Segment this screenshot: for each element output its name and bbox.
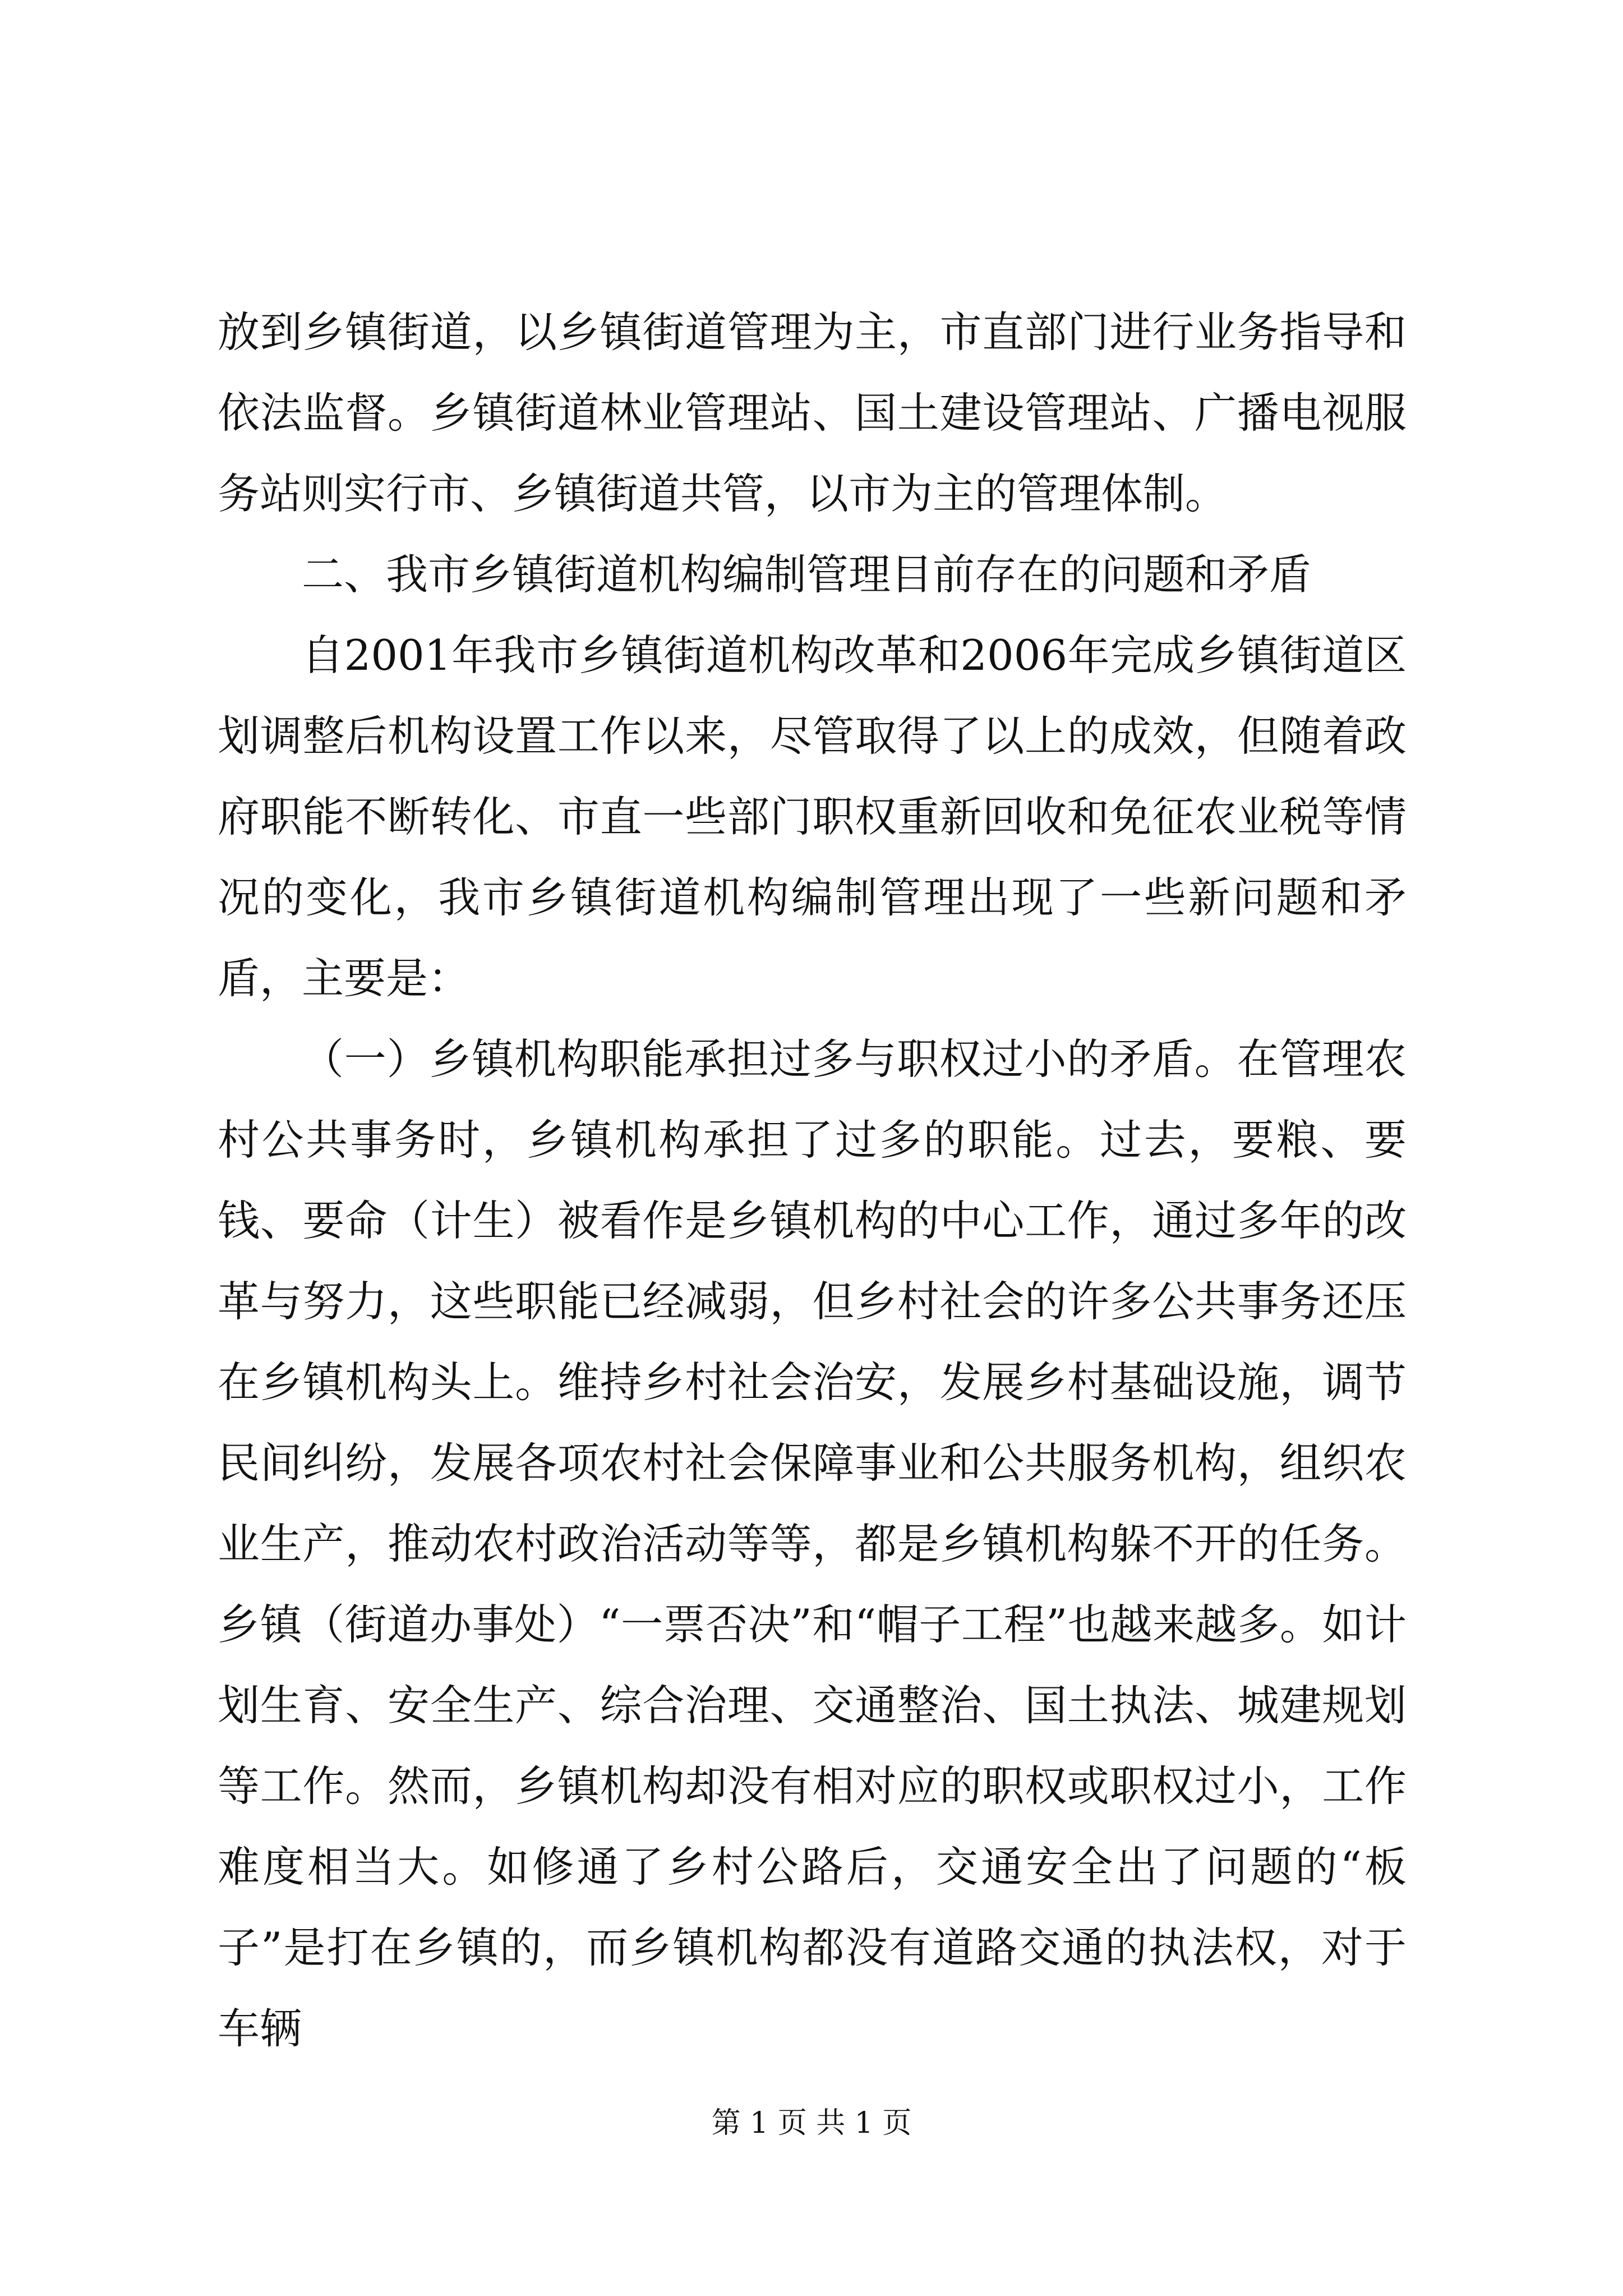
paragraph-intro: 自2001年我市乡镇街道机构改革和2006年完成乡镇街道区划调整后机构设置工作以来，尽管取得了以上的成效，但随着政府职能不断转化、市直一些部门职权重新回收和免征农业税等情况的变化，我市乡镇街道机构编制管理出现了一些新问题和矛盾，主要是： bbox=[218, 631, 1407, 1003]
section-heading: 二、我市乡镇街道机构编制管理目前存在的问题和矛盾 bbox=[302, 550, 1312, 599]
paragraph-continuation: 放到乡镇街道，以乡镇街道管理为主，市直部门进行业务指导和依法监督。乡镇街道林业管理站、国土建设管理站、广播电视服务站则实行市、乡镇街道共管，以市为主的管理体制。 bbox=[218, 307, 1407, 518]
document-body bbox=[218, 292, 1407, 2069]
page-footer: 第 1 页 共 1 页 bbox=[711, 2106, 912, 2140]
paragraph-point-one: （一）乡镇机构职能承担过多与职权过小的矛盾。在管理农村公共事务时，乡镇机构承担了过多的职能。过去，要粮、要钱、要命（计生）被看作是乡镇机构的中心工作，通过多年的改革与努力，这些职能已经减弱，但乡村社会的许多公共事务还压在乡镇机构头上。维持乡村社会治安，发展乡村基础设施，调节民间纠纷，发展各项农村社会保障事业和公共服务机构，组织农业生产，推动农村政治活动等等，都是乡镇机构躲不开的任务。乡镇（街道办事处）“一票否决”和“帽子工程”也越来越多。如计划生育、安全生产、综合治理、交通整治、国土执法、城建规划等工作。然而，乡镇机构却没有相对应的职权或职权过小，工作难度相当大。如修通了乡村公路后，交通安全出了问题的“板子”是打在乡镇的，而乡镇机构都没有道路交通的执法权，对于车辆 bbox=[218, 1034, 1407, 2053]
